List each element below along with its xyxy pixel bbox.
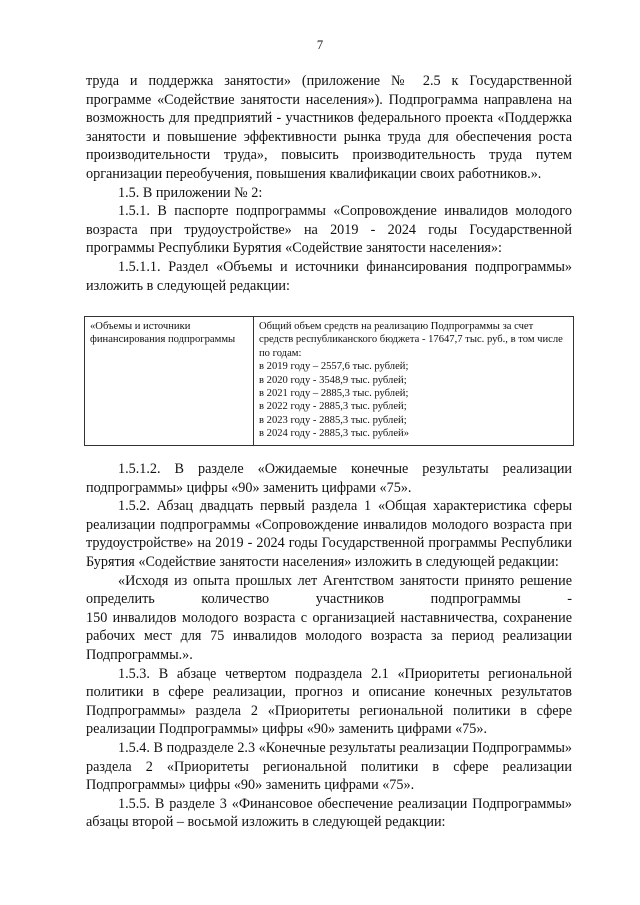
financing-year-line: в 2021 году – 2885,3 тыс. рублей; [259, 388, 409, 400]
paragraph: 1.5. В приложении № 2: [118, 184, 263, 201]
financing-intro: Общий объем средств на реализацию Подпрограммы за счет средств республиканского бюджета - 17647,7 тыс. руб., в том числе по годам: [259, 321, 563, 359]
financing-year-line: в 2022 году - 2885,3 тыс. рублей; [259, 401, 407, 413]
paragraph: 1.5.1. В паспорте подпрограммы «Сопровождение инвалидов молодого возраста при трудоустройстве» на 2019 - 2024 годы Государственной программы Республики Бурятия «Содействие занятости населения»: [86, 203, 572, 257]
page-number: 7 [316, 38, 324, 52]
paragraph: 1.5.4. В подразделе 2.3 «Конечные результаты реализации Подпрограммы» раздела 2 «Приоритеты региональной политики в сфере реализации Подпрограммы» цифры «90» заменить цифрами «75». [86, 739, 572, 794]
paragraph: 1.5.1.1. Раздел «Объемы и источники финансирования подпрограммы» изложить в следующей редакции: [86, 258, 572, 294]
quoted-paragraph-continuation: 150 инвалидов молодого возраста с организацией наставничества, сохранение рабочих мест для 75 инвалидов молодого возраста за период реализации Подпрограммы.». [86, 609, 572, 663]
financing-table [84, 316, 574, 446]
financing-year-line: в 2024 году - 2885,3 тыс. рублей» [259, 428, 409, 440]
table-cell-label: «Объемы и источники финансирования подпрограммы [85, 317, 254, 446]
table-row [85, 317, 574, 446]
paragraph: 1.5.1.2. В разделе «Ожидаемые конечные результаты реализации подпрограммы» цифры «90» заменить цифрами «75». [86, 461, 572, 496]
paragraph: труда и поддержка занятости» (приложение № 2.5 к Государственной программе «Содействие занятости населения»). Подпрограмма направлена на возможность для предприятий - участников федерального проекта «Поддержка занятости и повышение эффективности рынка труда для обеспечения роста производительности труда», повысить производительность труда путем организации переобучения, повышения квалификации своих работников.». [86, 73, 572, 182]
financing-year-line: в 2020 году - 3548,9 тыс. рублей; [259, 374, 407, 386]
financing-year-line: в 2023 году - 2885,3 тыс. рублей; [259, 414, 407, 426]
quoted-paragraph: «Исходя из опыта прошлых лет Агентством занятости принято решение определить количество участников подпрограммы - [86, 572, 572, 608]
paragraph: 1.5.2. Абзац двадцать первый раздела 1 «Общая характеристика сферы реализации подпрограммы «Сопровождение инвалидов молодого возраста при трудоустройстве» на 2019 - 2024 годы Государственной программы Республики Бурятия «Содействие занятости населения» изложить в следующей редакции: [86, 498, 572, 570]
paragraph: 1.5.5. В разделе 3 «Финансовое обеспечение реализации Подпрограммы» абзацы второй – восьмой изложить в следующей редакции: [86, 795, 572, 831]
text-block-bottom [86, 460, 572, 832]
text-block-top [86, 72, 572, 295]
paragraph: 1.5.3. В абзаце четвертом подраздела 2.1 «Приоритеты региональной политики в сфере реализации, прогноз и описание конечных результатов Подпрограммы» раздела 2 «Приоритеты региональной политики в сфере реализации Подпрограммы» цифры «90» заменить цифрами «75». [86, 665, 572, 738]
financing-year-line: в 2019 году – 2557,6 тыс. рублей; [259, 361, 409, 373]
table-cell-value [254, 317, 574, 446]
